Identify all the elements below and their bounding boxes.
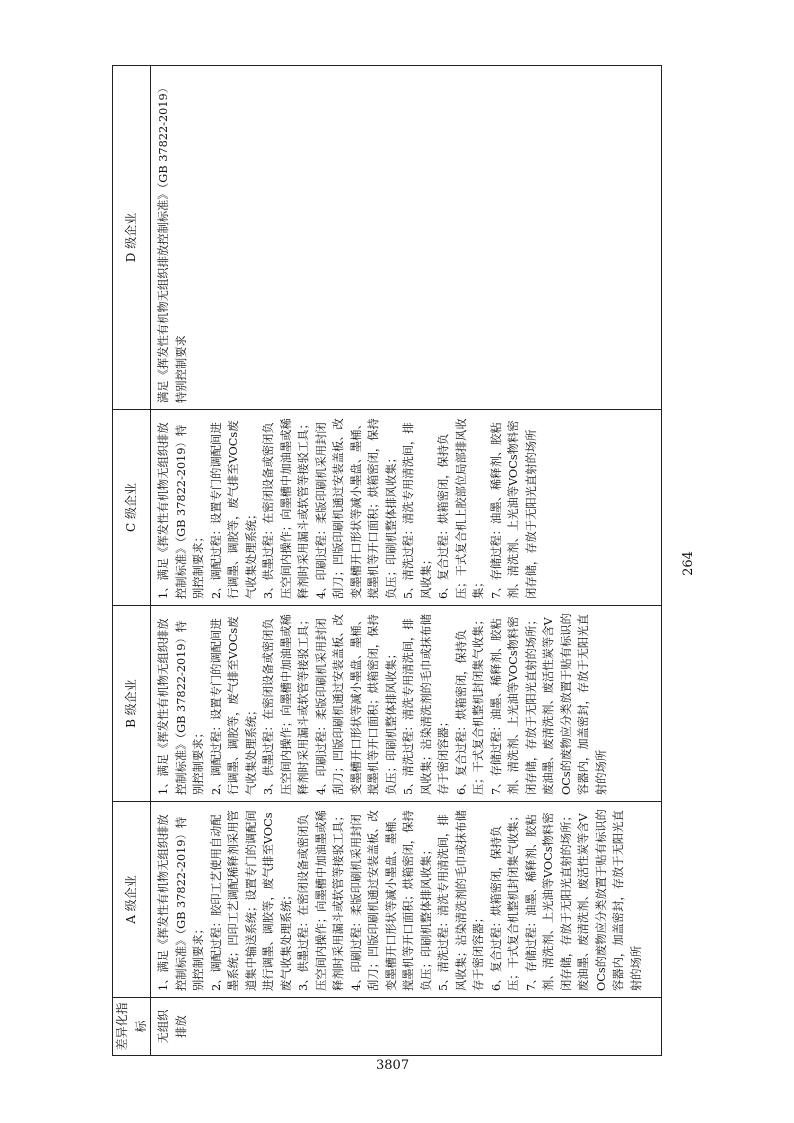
grade-c-item-6: 6、复合过程：烘箱密闭，保持负压；干式复合机上胶部位局部排风收集； <box>437 418 486 599</box>
grade-a-cell <box>151 802 662 998</box>
header-indicator: 差异化指标 <box>113 998 151 1056</box>
grade-a-item-4: 4、印刷过程：柔版印刷机采用封闭刮刀；凹版印刷机通过安装盖板、改变墨槽开口形状等减小墨盘、墨桶、搅墨机等开口面积；烘箱密闭，保持负压；印刷机整体排风收集； <box>349 810 433 991</box>
grade-d-cell <box>151 66 662 410</box>
grade-c-item-3: 3、供墨过程：在密闭设备或密闭负压空间内操作；向墨槽中加油墨或稀释剂时采用漏斗或软管等接驳工具； <box>262 418 311 599</box>
rotated-page <box>112 66 662 1056</box>
grade-b-item-5: 5、清洗过程：清洗专用清洗间，排风收集；沾染清洗剂的毛巾或抹布储存于密闭容器； <box>402 614 451 795</box>
grade-a-item-6: 6、复合过程：烘箱密闭，保持负压；干式复合机整机封闭集气收集； <box>489 810 521 991</box>
grade-c-item-7: 7、存储过程：油墨、稀释剂、胶粘剂、清洗剂、上光油等VOCs物料密闭存储，存放于无阳光直射的场所 <box>489 420 538 599</box>
grade-b-item-2: 2、调配过程：设置专门的调配间进行调墨、调胶等，废气排至VOCs废气收集处理系统； <box>209 616 258 795</box>
grade-b-cell <box>151 606 662 802</box>
indicator-cell: 无组织排放 <box>151 998 662 1056</box>
indicator-table <box>112 65 662 1056</box>
grade-b-item-6: 6、复合过程：烘箱密闭，保持负压；干式复合机整机封闭集气收集； <box>454 614 486 795</box>
grade-b-item-3: 3、供墨过程：在密闭设备或密闭负压空间内操作；向墨槽中加油墨或稀释剂时采用漏斗或软管等接驳工具； <box>262 614 311 795</box>
grade-a-item-7: 7、存储过程：油墨、稀释剂、胶粘剂、清洗剂、上光油等VOCs物料密闭存储，存放于无阳光直射的场所；废油墨、废清洗剂、废活性炭等含VOCs的废物应分类放置于贴有标识的容器内，加盖密封，存放于无阳光直射的场所 <box>524 809 643 991</box>
grade-a-item-3: 3、供墨过程：在密闭设备或密闭负压空间内操作；向墨槽中加油墨或稀释剂时采用漏斗或软管等接驳工具； <box>297 810 346 991</box>
header-grade-d: D 级企业 <box>113 66 151 410</box>
table-header-row <box>113 66 151 1056</box>
grade-c-item-2: 2、调配过程：设置专门的调配间进行调墨、调胶等，废气排至VOCs废气收集处理系统； <box>209 420 258 599</box>
header-grade-c: C 级企业 <box>113 410 151 606</box>
grade-c-cell <box>151 410 662 606</box>
grade-a-item-2: 2、调配过程：胶印工艺使用自动配墨系统；凹印工艺调配稀释剂采用管道集中输送系统；设置专门的调配间进行调墨、调胶等，废气排至VOCs废气收集处理系统； <box>209 810 293 991</box>
grade-a-item-1: 1、满足《挥发性有机物无组织排放控制标准》（GB 37822-2019）特别控制要求； <box>157 814 206 991</box>
header-grade-b: B 级企业 <box>113 606 151 802</box>
grade-c-item-5: 5、清洗过程：清洗专用清洗间，排风收集； <box>402 422 433 599</box>
grade-c-item-4: 4、印刷过程：柔版印刷机采用封闭刮刀；凹版印刷机通过安装盖板、改变墨槽开口形状等减小墨盘、墨桶、搅墨机等开口面积；烘箱密闭，保持负压；印刷机整体排风收集； <box>314 418 398 599</box>
grade-b-item-4: 4、印刷过程：柔版印刷机采用封闭刮刀；凹版印刷机通过安装盖板、改变墨槽开口形状等减小墨盘、墨桶、搅墨机等开口面积；烘箱密闭，保持负压；印刷机整体排风收集； <box>314 614 398 795</box>
grade-d-item-1: 满足《挥发性有机物无组织排放控制标准》（GB 37822-2019）特别控制要求 <box>157 81 188 403</box>
header-grade-a: A 级企业 <box>113 802 151 998</box>
grade-b-item-7: 7、存储过程：油墨、稀释剂、胶粘剂、清洗剂、上光油等VOCs物料密闭存储，存放于无阳光直射的场所；废油墨、废清洗剂、废活性炭等含VOCs的废物应分类放置于贴有标识的容器内，加盖密封，存放于无阳光直射的场所 <box>489 613 608 795</box>
page-number-inner: 264 <box>680 551 696 576</box>
grade-a-item-5: 5、清洗过程：清洗专用清洗间，排风收集；沾染清洗剂的毛巾或抹布储存于密闭容器； <box>437 810 486 991</box>
grade-c-item-1: 1、满足《挥发性有机物无组织排放控制标准》（GB 37822-2019）特别控制要求； <box>157 422 206 599</box>
table-row <box>151 66 662 1056</box>
grade-b-item-1: 1、满足《挥发性有机物无组织排放控制标准》（GB 37822-2019）特别控制要求； <box>157 618 206 795</box>
page-number-outer: 3807 <box>376 1058 410 1073</box>
